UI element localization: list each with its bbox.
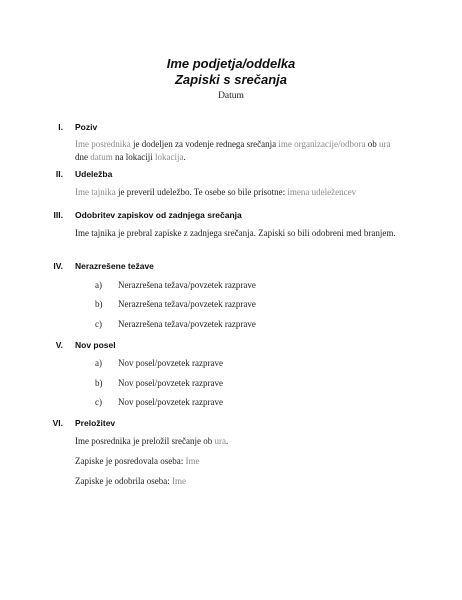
list-item-text: Nerazrešena težava/povzetek razprave [118,299,256,309]
placeholder-text: ura [378,139,391,149]
paragraph-text: na lokaciji [112,152,155,162]
date-label: Datum [218,91,244,101]
list-item-letter: c) [95,397,102,407]
paragraph-text: ob [365,139,379,149]
placeholder-text: Ime [185,456,200,466]
section-paragraph-poziv [75,138,400,164]
list-item-letter: a) [95,358,102,368]
document-subtitle: Zapiski s srečanja [174,72,287,87]
placeholder-text: Ime [171,476,186,486]
list-item-text: Nerazrešena težava/povzetek razprave [118,319,256,329]
posredovala-line [75,455,400,468]
paragraph-text: Zapiske je posredovala oseba: [75,456,186,466]
paragraph-text: dne [75,152,91,162]
section-title: Nov posel [75,340,116,350]
section-title: Nerazrešene težave [75,261,154,271]
section-title: Poziv [75,122,98,132]
section-number: I. [58,122,63,132]
placeholder-text: lokacija [155,152,184,162]
section-number: II. [55,169,63,179]
placeholder-text: Ime posrednika [75,139,131,149]
section-title: Preložitev [75,418,116,428]
section-number: V. [55,340,63,350]
placeholder-text: ime organizacije/odbora [278,139,366,149]
paragraph-text: je preveril udeležbo. Te osebe so bile prisotne: [115,187,288,197]
list-item-letter: b) [95,378,103,388]
list-item-text: Nerazrešena težava/povzetek razprave [118,280,256,290]
list-item-text: Nov posel/povzetek razprave [118,378,223,388]
list-item-letter: a) [95,280,102,290]
paragraph-text: . [183,152,186,162]
list-item-text: Nov posel/povzetek razprave [118,358,223,368]
section-number: III. [53,210,63,220]
list-item-letter: c) [95,319,102,329]
paragraph-text: Ime tajnika je prebral zapiske z zadnjega srečanja. Zapiski so bili odobreni med branjem. [75,228,396,238]
paragraph-text: Ime posrednika je preložil srečanje ob [75,436,215,446]
placeholder-text: ura [214,436,226,446]
odobrila-line [75,475,400,488]
document-title: Ime podjetja/oddelka [166,56,296,71]
list-item-text: Nov posel/povzetek razprave [118,397,223,407]
paragraph-text: je dodeljen za vodenje rednega srečanja [130,139,279,149]
section-paragraph-udelezba [75,186,455,199]
section-number: VI. [52,418,63,428]
paragraph-text: Zapiske je odobrila oseba: [75,476,172,486]
section-number: IV. [53,261,63,271]
placeholder-text: Ime tajnika [75,187,116,197]
prelozitev-line [75,435,400,448]
paragraph-text: . [225,436,229,446]
section-title: Odobritev zapiskov od zadnjega srečanja [75,210,242,220]
placeholder-text: datum [90,152,113,162]
list-item-letter: b) [95,299,103,309]
section-title: Udeležba [75,169,113,179]
section-paragraph-odobritev [75,227,400,240]
placeholder-text: imena udeležencev [287,187,357,197]
